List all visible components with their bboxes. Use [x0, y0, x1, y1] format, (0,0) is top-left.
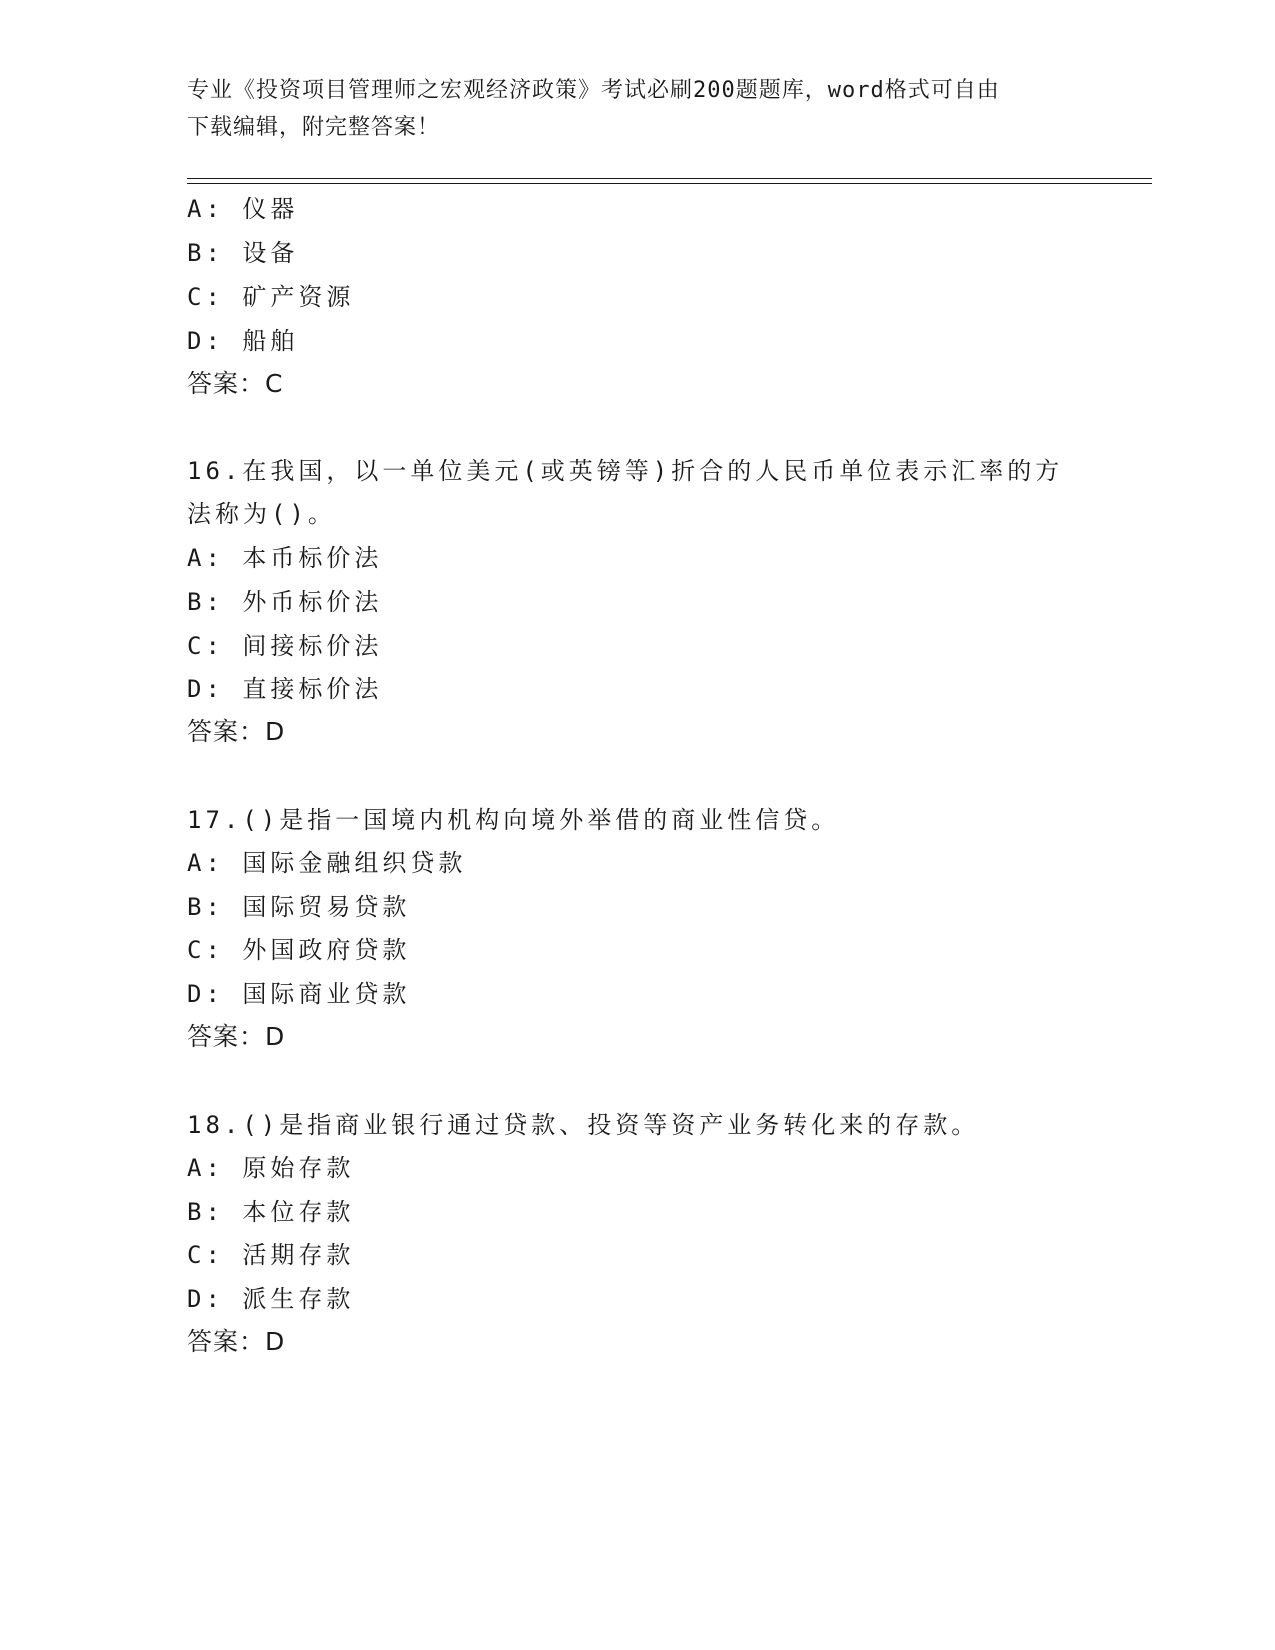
q16-stem-line-1: 16.在我国，以一单位美元(或英镑等)折合的人民币单位表示汇率的方	[187, 457, 1064, 485]
q18-answer: 答案：D	[187, 1327, 286, 1356]
header-line-1: 专业《投资项目管理师之宏观经济政策》考试必刷200题题库，word格式可自由	[187, 78, 1000, 103]
q17-option-b: B: 国际贸易贷款	[187, 893, 411, 921]
q16-option-d: D: 直接标价法	[187, 675, 383, 703]
q15-option-b: B: 设备	[187, 239, 299, 267]
q16-stem-line-2: 法称为()。	[187, 500, 336, 528]
q17-stem-line-1: 17.()是指一国境内机构向境外举借的商业性信贷。	[187, 806, 840, 834]
q17-answer: 答案：D	[187, 1022, 286, 1051]
q18-stem-line-1: 18.()是指商业银行通过贷款、投资等资产业务转化来的存款。	[187, 1111, 980, 1139]
q18-option-b: B: 本位存款	[187, 1198, 355, 1226]
q18-option-c: C: 活期存款	[187, 1241, 355, 1269]
q18-option-d: D: 派生存款	[187, 1285, 355, 1313]
header-divider-bottom	[187, 183, 1152, 184]
header-line-2: 下载编辑，附完整答案！	[187, 115, 441, 140]
q17-option-d: D: 国际商业贷款	[187, 980, 411, 1008]
q16-option-c: C: 间接标价法	[187, 632, 383, 660]
q15-option-a: A: 仪器	[187, 195, 299, 223]
q17-option-c: C: 外国政府贷款	[187, 936, 411, 964]
q16-option-b: B: 外币标价法	[187, 588, 383, 616]
q17-option-a: A: 国际金融组织贷款	[187, 849, 467, 877]
header-divider-top	[187, 178, 1152, 179]
q15-option-c: C: 矿产资源	[187, 283, 355, 311]
document-header	[187, 72, 1067, 146]
q18-option-a: A: 原始存款	[187, 1154, 355, 1182]
q16-answer: 答案：D	[187, 717, 286, 746]
q15-answer: 答案：C	[187, 369, 284, 398]
q15-option-d: D: 船舶	[187, 327, 299, 355]
q16-option-a: A: 本币标价法	[187, 544, 383, 572]
